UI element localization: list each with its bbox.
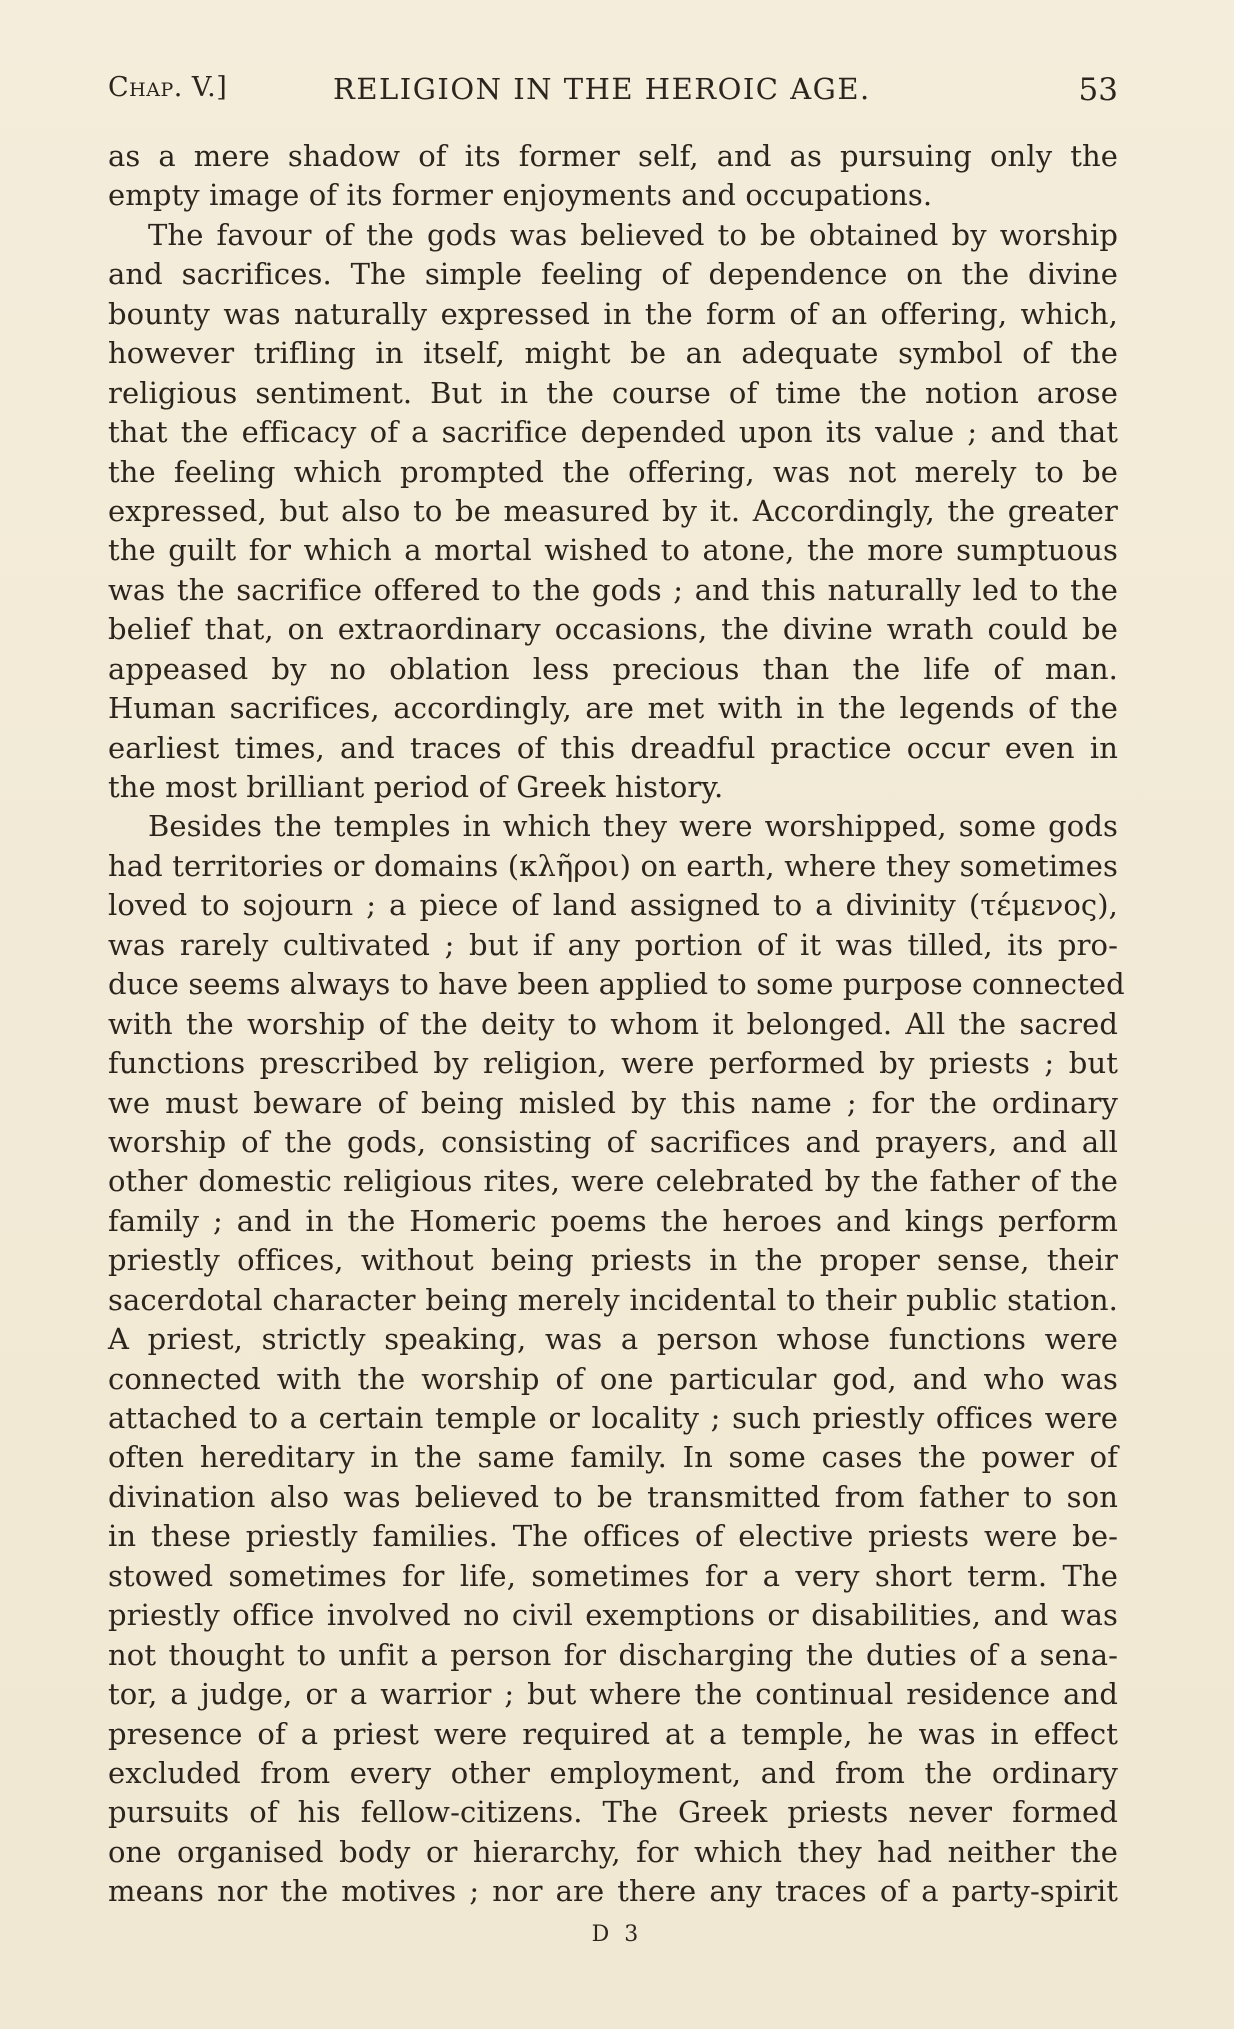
text-line: however trifling in itself, might be an adequate symbol of the [108,336,1118,371]
text-line: A priest, strictly speaking, was a person whose functions were [108,1322,1118,1357]
text-line: that the efficacy of a sacrifice depended upon its value ; and that [108,415,1118,450]
text-line: one organised body or hierarchy, for which they had neither the [108,1834,1118,1869]
page-number: 53 [1078,72,1118,108]
text-line: tor, a judge, or a warrior ; but where the continual residence and [108,1677,1118,1712]
text-line: priestly offices, without being priests in the proper sense, their [108,1243,1118,1278]
text-line: was rarely cultivated ; but if any portion of it was tilled, its pro- [108,927,1118,962]
text-line: presence of a priest were required at a temple, he was in effect [108,1716,1118,1751]
text-line: appeased by no oblation less precious than the life of man. [108,651,1118,686]
text-line: expressed, but also to be measured by it. Accordingly, the greater [108,493,1118,528]
text-line: had territories or domains (κλῆροι) on earth, where they sometimes [108,848,1118,883]
text-line: in these priestly families. The offices of elective priests were be- [108,1519,1118,1554]
text-line: divination also was believed to be transmitted from father to son [108,1479,1118,1514]
text-line: the feeling which prompted the offering, was not merely to be [108,454,1118,489]
text-line: earliest times, and traces of this dreadful practice occur even in [108,730,1118,765]
text-line: we must beware of being misled by this name ; for the ordinary [108,1085,1118,1120]
text-line: Human sacrifices, accordingly, are met with in the legends of the [108,691,1118,726]
text-line: loved to sojourn ; a piece of land assigned to a divinity (τέμενος), [108,888,1118,923]
chapter-label: Chap. V.] [108,72,228,103]
text-line: sacerdotal character being merely incidental to their public station. [108,1282,1118,1317]
text-line: other domestic religious rites, were celebrated by the father of the [108,1164,1118,1199]
text-line: means nor the motives ; nor are there any traces of a party-spirit [108,1874,1118,1909]
text-line: with the worship of the deity to whom it belonged. All the sacred [108,1006,1118,1041]
text-line: duce seems always to have been applied to some purpose connected [108,967,1125,1002]
text-line: Besides the temples in which they were worshipped, some gods [148,809,1118,844]
running-title: RELIGION IN THE HEROIC AGE. [333,72,871,106]
text-line: connected with the worship of one particular god, and who was [108,1361,1118,1396]
text-line: attached to a certain temple or locality ; such priestly offices were [108,1401,1118,1435]
text-line: bounty was naturally expressed in the form of an offering, which, [108,296,1118,331]
text-line: religious sentiment. But in the course of time the notion arose [108,375,1118,410]
text-line: family ; and in the Homeric poems the heroes and kings perform [108,1203,1118,1238]
text-line: stowed sometimes for life, sometimes for a very short term. The [108,1558,1118,1593]
text-line: the most brilliant period of Greek history. [108,770,724,804]
text-line: The favour of the gods was believed to be obtained by worship [148,217,1118,252]
running-header [108,68,1118,118]
text-line: belief that, on extraordinary occasions, the divine wrath could be [108,612,1118,647]
signature-mark: D 3 [591,1922,643,1947]
text-line: was the sacrifice offered to the gods ; and this naturally led to the [108,572,1118,607]
text-line: not thought to unfit a person for discharging the duties of a sena- [108,1637,1118,1672]
text-line: and sacrifices. The simple feeling of dependence on the divine [108,257,1118,292]
text-line: functions prescribed by religion, were performed by priests ; but [108,1046,1118,1081]
text-line: pursuits of his fellow-citizens. The Greek priests never formed [108,1795,1118,1830]
text-line: the guilt for which a mortal wished to atone, the more sumptuous [108,533,1118,568]
text-line: worship of the gods, consisting of sacrifices and prayers, and all [108,1124,1118,1159]
text-line: often hereditary in the same family. In some cases the power of [108,1440,1118,1475]
text-line: as a mere shadow of its former self, and as pursuing only the [108,139,1118,173]
text-line: empty image of its former enjoyments and occupations. [108,178,933,213]
text-line: excluded from every other employment, and from the ordinary [108,1755,1118,1790]
body-text [108,137,1125,1912]
text-line: priestly office involved no civil exemptions or disabilities, and was [108,1598,1118,1633]
